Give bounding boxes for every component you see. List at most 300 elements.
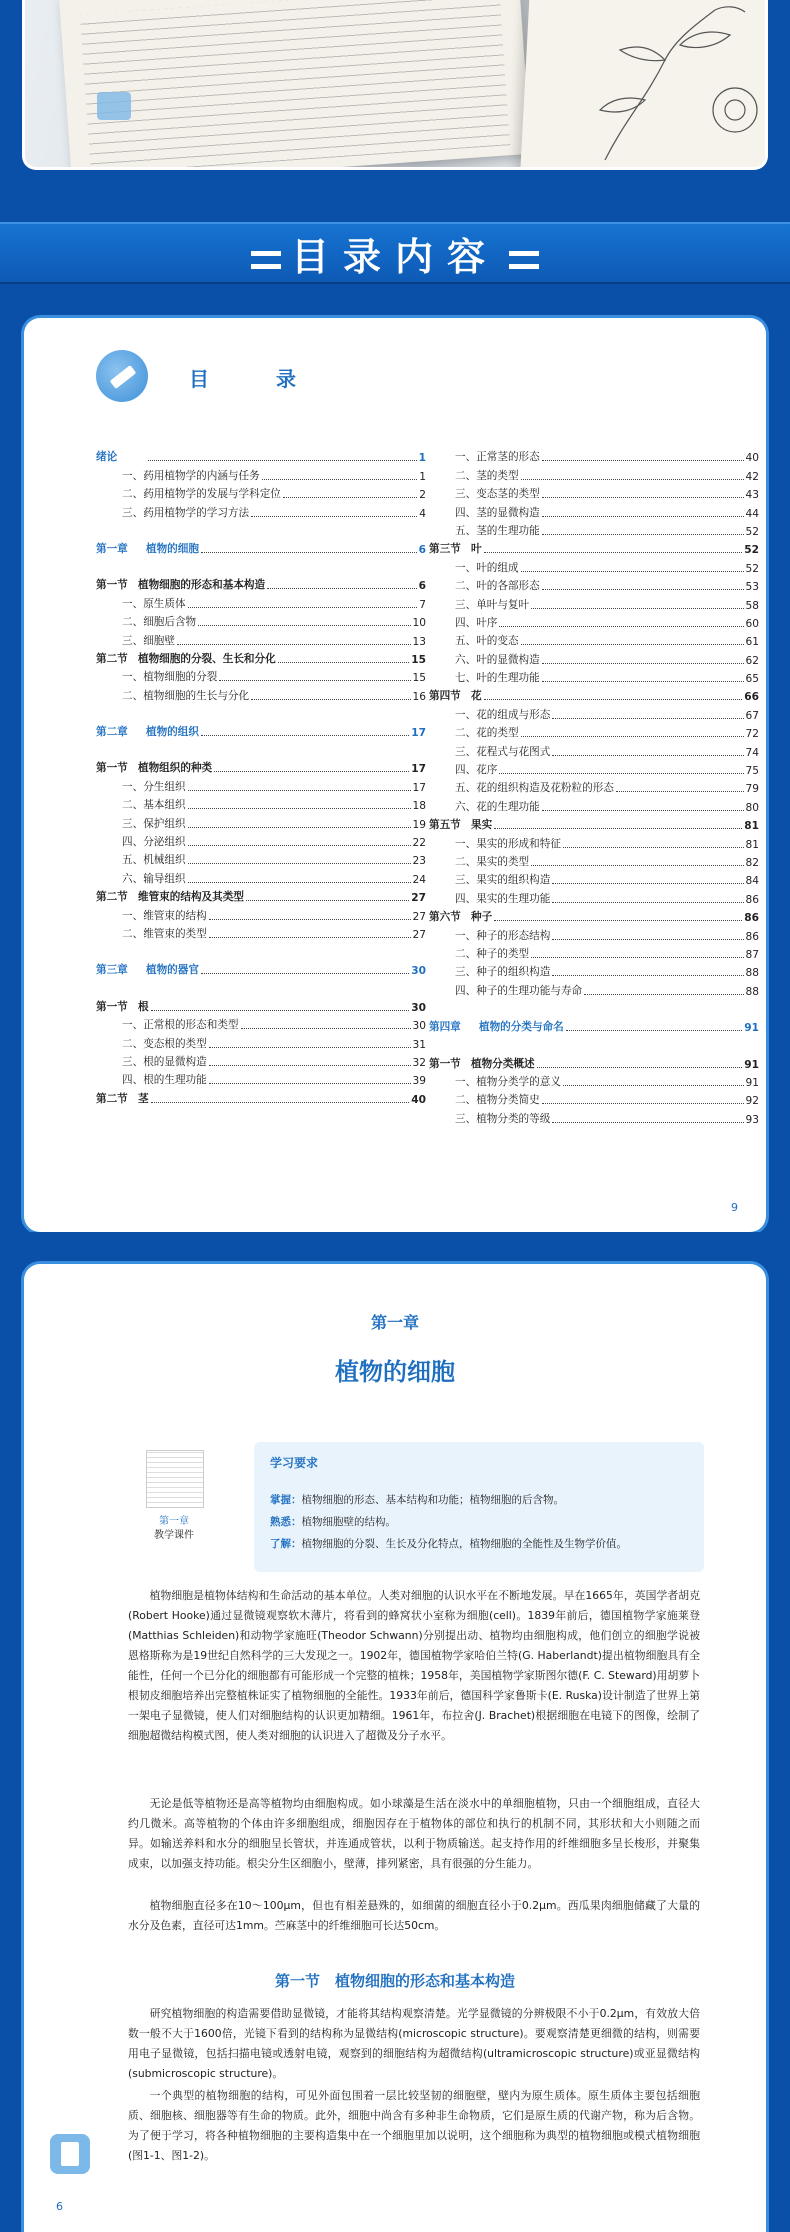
requirement-understand-text: 植物细胞的分裂、生长及分化特点，植物细胞的全能性及生物学价值。 [301, 1538, 627, 1550]
toc-entry-label [96, 999, 149, 1014]
toc-entry[interactable] [429, 943, 759, 961]
toc-entry-label [429, 964, 550, 979]
toc-leader-dots [201, 735, 409, 736]
toc-entry-page: 43 [745, 489, 759, 502]
toc-entry-number: 三、 [455, 966, 477, 979]
toc-entry-title: 植物的分类与命名 [479, 1021, 564, 1034]
toc-entry[interactable] [96, 666, 426, 684]
body-paragraph: 无论是低等植物还是高等植物均由细胞构成。如小球藻是生活在淡水中的单细胞植物，只由一个细胞组成，直径大约几微米。高等植物的个体由许多细胞组成，细胞因存在于植物体的部位和执行的机制不同，其形状和大小则随之而异。如输送养料和水分的细胞呈长管状，并连通成管状，以利于物质输送。起支持作用的纤维细胞多呈长梭形，并聚集成束，以加强支持功能。根尖分生区细胞小，壁薄，排列紧密，具有很强的分生能力。 [128, 1797, 700, 1870]
toc-entry-title: 花的组织构造及花粉粒的形态 [476, 782, 614, 795]
toc-entry[interactable] [96, 775, 426, 793]
toc-leader-dots [209, 1083, 411, 1084]
toc-entry-number: 第二节 [96, 652, 128, 665]
toc-entry[interactable] [429, 1052, 759, 1070]
decor-bars-right [509, 251, 539, 269]
toc-entry-number: 五、 [455, 782, 477, 795]
toc-entry[interactable] [429, 869, 759, 887]
toc-leader-dots [563, 847, 744, 848]
toc-entry-title: 茎的类型 [476, 469, 519, 482]
toc-entry[interactable] [429, 759, 759, 777]
toc-entry-number: 三、 [122, 817, 144, 830]
toc-entry-number: 第二节 [96, 1092, 128, 1105]
toc-entry[interactable] [429, 612, 759, 630]
toc-entry-label [429, 541, 482, 556]
toc-entry[interactable] [429, 1089, 759, 1107]
toc-entry-label [96, 962, 199, 977]
toc-entry-label [96, 669, 217, 684]
toc-entry-title: 种子的组织构造 [476, 966, 551, 979]
toc-entry-page: 27 [412, 910, 426, 923]
toc-leader-dots [542, 1103, 744, 1104]
toc-entry[interactable] [429, 538, 759, 556]
toc-entry[interactable] [96, 867, 426, 885]
requirement-familiar [270, 1514, 690, 1529]
toc-entry-title: 药用植物学的发展与学科定位 [143, 488, 281, 501]
toc-entry-title: 保护组织 [143, 817, 186, 830]
toc-entry[interactable] [429, 722, 759, 740]
toc-entry-number: 四、 [455, 506, 477, 519]
toc-entry[interactable] [429, 483, 759, 501]
toc-leader-dots [214, 771, 409, 772]
toc-entry[interactable] [96, 574, 426, 592]
toc-entry-title: 茎的显微构造 [476, 506, 540, 519]
toc-entry-title: 植物细胞的形态和基本构造 [138, 579, 266, 592]
toc-entry-page: 7 [419, 598, 426, 611]
book-tag [97, 92, 131, 120]
toc-entry-number: 一、 [455, 929, 477, 942]
toc-entry-label [429, 762, 497, 777]
toc-entry[interactable] [96, 812, 426, 830]
toc-entry[interactable] [429, 446, 759, 464]
toc-entry-title: 果实 [471, 819, 493, 832]
notes-icon[interactable] [50, 2134, 90, 2174]
toc-entry[interactable] [429, 1016, 759, 1034]
toc-entry-page: 30 [411, 1001, 426, 1014]
toc-entry[interactable] [429, 851, 759, 869]
toc-entry-label [96, 468, 260, 483]
toc-entry-number: 二、 [455, 1094, 477, 1107]
toc-entry-page: 67 [745, 709, 759, 722]
toc-entry-label [429, 891, 550, 906]
toc-entry-label [96, 779, 186, 794]
section-title-text: 目录内容 [290, 235, 499, 279]
toc-entry[interactable] [429, 1107, 759, 1125]
toc-leader-dots [499, 773, 743, 774]
toc-entry[interactable] [96, 959, 426, 977]
toc-entry-title: 维管束的结构及其类型 [138, 891, 244, 904]
body-paragraph: 植物细胞直径多在10～100μm，但也有相差悬殊的，如细菌的细胞直径小于0.2μm。西瓜果肉细胞储藏了大量的水分及色素，直径可达1mm。苎麻茎中的纤维细胞可长达50cm。 [128, 1899, 700, 1932]
chapter-page [24, 1264, 766, 2232]
toc-entry-page: 82 [745, 856, 759, 869]
toc-entry-page: 6 [418, 580, 426, 593]
toc-entry-label [429, 449, 540, 464]
toc-entry-label [96, 614, 196, 629]
toc-leader-dots [201, 552, 417, 553]
toc-entry[interactable] [96, 757, 426, 775]
toc-entry[interactable] [429, 961, 759, 979]
toc-entry-number: 四、 [455, 984, 477, 997]
toc-entry-page: 52 [745, 525, 759, 538]
blue-divider [0, 1232, 790, 1264]
toc-leader-dots [267, 588, 417, 589]
toc-entry[interactable] [429, 667, 759, 685]
toc-entry-number: 一、 [455, 1075, 477, 1088]
toc-entry-number: 第一节 [429, 1057, 461, 1070]
toc-entry-label [96, 1036, 207, 1051]
toc-entry-title: 叶的显微构造 [476, 653, 540, 666]
toc-entry[interactable] [96, 648, 426, 666]
toc-entry-label [429, 817, 492, 832]
section-title [0, 226, 790, 281]
toc-entry[interactable] [96, 794, 426, 812]
toc-entry[interactable] [96, 849, 426, 867]
toc-leader-dots [494, 920, 742, 921]
toc-entry-label [96, 577, 265, 592]
toc-entry-title: 植物细胞的生长与分化 [143, 689, 250, 702]
toc-entry-label [429, 928, 550, 943]
body-paragraph: 研究植物细胞的构造需要借助显微镜，才能将其结构观察清楚。光学显微镜的分辨极限不小于0.2μm，有效放大倍数一般不大于1600倍，光镜下看到的结构称为显微结构(microscopic structure)。要观察清楚更细微的结构，则需要用电子显微镜，包括扫描电镜或透射电镜，观察到的细胞结构为超微结构(ultramicroscopic structure)或亚显微结构(submicroscopic structure)。 [128, 2007, 700, 2080]
toc-entry-page: 27 [411, 892, 426, 905]
toc-entry-title: 果实的生理功能 [476, 892, 551, 905]
toc-leader-dots [209, 919, 411, 920]
toc-entry-label [429, 854, 529, 869]
toc-leader-dots [552, 939, 743, 940]
section-heading: 第一节 植物细胞的形态和基本构造 [274, 1972, 515, 1990]
toc-entry-page: 61 [745, 636, 759, 649]
toc-leader-dots [542, 460, 744, 461]
toc-entry[interactable] [429, 685, 759, 703]
toc-entry[interactable] [429, 979, 759, 997]
toc-entry-page: 60 [745, 617, 759, 630]
toc-entry[interactable] [429, 1071, 759, 1089]
toc-entry-page: 72 [745, 728, 759, 741]
toc-entry-number: 一、 [122, 780, 144, 793]
toc-entry[interactable] [429, 814, 759, 832]
toc-leader-dots [148, 460, 417, 461]
toc-entry-title: 植物分类概述 [471, 1057, 535, 1070]
toc-entry-number: 二、 [122, 927, 144, 940]
toc-entry-number: 绪论 [96, 451, 118, 464]
toc-entry-number: 三、 [455, 745, 477, 758]
toc-entry-page: 6 [418, 543, 426, 556]
toc-gap [96, 703, 426, 721]
toc-entry-number: 七、 [455, 672, 477, 685]
toc-entry-number: 第四章 [429, 1021, 461, 1034]
toc-entry[interactable] [96, 886, 426, 904]
toc-entry-number: 二、 [122, 1037, 144, 1050]
requirement-master-key: 掌握： [270, 1494, 302, 1506]
toc-leader-dots [521, 479, 744, 480]
toc-leader-dots [151, 1010, 410, 1011]
toc-entry-number: 第五节 [429, 819, 461, 832]
toc-entry-page: 15 [411, 653, 426, 666]
toc-entry-page: 88 [745, 967, 759, 980]
toc-entry[interactable] [96, 538, 426, 556]
toc-entry[interactable] [429, 556, 759, 574]
toc-entry[interactable] [96, 611, 426, 629]
toc-entry-page: 15 [412, 672, 426, 685]
toc-entry[interactable] [96, 629, 426, 647]
toc-entry-number: 一、 [122, 671, 144, 684]
toc-entry-number: 六、 [122, 872, 144, 885]
requirement-familiar-key: 熟悉： [270, 1516, 302, 1528]
toc-entry-number: 一、 [122, 909, 144, 922]
toc-entry-title: 花的生理功能 [476, 800, 540, 813]
toc-entry-page: 58 [745, 599, 759, 612]
toc-entry-label [429, 946, 529, 961]
toc-entry-title: 种子的生理功能与寿命 [476, 984, 583, 997]
toc-entry-label [96, 486, 281, 501]
toc-entry[interactable] [96, 501, 426, 519]
toc-leader-dots [484, 552, 743, 553]
toc-entry[interactable] [429, 740, 759, 758]
toc-entry-label [429, 468, 519, 483]
toc-entry-page: 31 [412, 1038, 426, 1051]
toc-entry-title: 叶的各部形态 [476, 580, 540, 593]
toc-leader-dots [188, 845, 411, 846]
toc-entry-label [429, 688, 482, 703]
toc-leader-dots [584, 994, 743, 995]
toc-entry-page: 39 [412, 1075, 426, 1088]
toc-entry-number: 二、 [455, 947, 477, 960]
toc-entry-label [429, 1019, 564, 1034]
toc-entry-title: 植物分类学的意义 [476, 1075, 561, 1088]
body-paragraph: 一个典型的植物细胞的结构，可见外面包围着一层比较坚韧的细胞壁，壁内为原生质体。原生质体主要包括细胞质、细胞核、细胞器等有生命的物质。此外，细胞中尚含有多种非生命物质，它们是原生质的代谢产物，称为后含物。为了便于学习，将各种植物细胞的主要构造集中在一个细胞里加以说明，这个细胞称为典型的植物细胞或模式植物细胞(图1-1、图1-2)。 [128, 2089, 700, 2162]
toc-entry-number: 第二章 [96, 726, 128, 739]
toc-entry[interactable] [429, 777, 759, 795]
toc-entry[interactable] [429, 887, 759, 905]
toc-entry-title: 基本组织 [143, 799, 186, 812]
toc-entry[interactable] [96, 464, 426, 482]
toc-heading: 目 录 [189, 367, 326, 391]
toc-entry-title: 叶的变态 [476, 635, 519, 648]
toc-entry-page: 53 [745, 581, 759, 594]
toc-entry-label [429, 523, 540, 538]
toc-entry[interactable] [96, 1087, 426, 1105]
toc-leader-dots [251, 699, 410, 700]
toc-entry-page: 30 [411, 965, 426, 978]
toc-entry-title: 种子 [471, 911, 493, 924]
toc-entry-label [429, 615, 497, 630]
toc-entry[interactable] [96, 831, 426, 849]
toc-entry-page: 75 [745, 765, 759, 778]
toc-entry-page: 86 [745, 930, 759, 943]
toc-leader-dots [198, 625, 410, 626]
toc-entry-title: 细胞后含物 [143, 616, 197, 629]
toc-entry-page: 24 [412, 873, 426, 886]
toc-entry[interactable] [429, 575, 759, 593]
toc-entry-page: 80 [745, 801, 759, 814]
toc-entry-label [429, 872, 550, 887]
toc-entry-label [96, 1054, 207, 1069]
toc-entry-label [429, 836, 561, 851]
toc-entry-page: 2 [419, 489, 426, 502]
toc-entry[interactable] [429, 593, 759, 611]
toc-entry-title: 原生质体 [143, 597, 186, 610]
toc-entry[interactable] [96, 684, 426, 702]
toc-entry[interactable] [429, 906, 759, 924]
toc-entry[interactable] [96, 1014, 426, 1032]
toc-entry-number: 二、 [122, 488, 144, 501]
toc-entry-page: 84 [745, 875, 759, 888]
toc-entry-title: 植物的器官 [146, 964, 199, 977]
toc-entry-label [429, 725, 519, 740]
toc-gap [429, 1034, 759, 1052]
toc-entry-number: 二、 [122, 689, 144, 702]
toc-entry-title: 花的类型 [476, 727, 519, 740]
toc-entry-title: 正常茎的形态 [476, 451, 540, 464]
toc-entry-label [96, 871, 186, 886]
toc-leader-dots [521, 644, 744, 645]
toc-entry-number: 第一节 [96, 579, 128, 592]
decor-bars-left [251, 251, 281, 269]
toc-entry-title: 花的组成与形态 [476, 708, 551, 721]
toc-gap [96, 556, 426, 574]
toc-entry-title: 植物分类的等级 [476, 1112, 551, 1125]
toc-entry-number: 一、 [455, 708, 477, 721]
toc-leader-dots [521, 736, 744, 737]
toc-leader-dots [542, 681, 744, 682]
toc-entry[interactable] [96, 995, 426, 1013]
toc-entry-page: 91 [744, 1058, 759, 1071]
toc-entry-title: 正常根的形态和类型 [143, 1019, 239, 1032]
toc-entry-number: 一、 [122, 469, 144, 482]
toc-leader-dots [188, 790, 411, 791]
toc-entry-title: 茎的生理功能 [476, 524, 540, 537]
toc-entry-title: 叶序 [476, 616, 498, 629]
toc-entry[interactable] [96, 1069, 426, 1087]
toc-entry[interactable] [96, 592, 426, 610]
toc-entry-page: 81 [744, 820, 759, 833]
toc-entry-page: 30 [412, 1020, 426, 1033]
toc-entry[interactable] [429, 924, 759, 942]
toc-entry-number: 二、 [455, 469, 477, 482]
toc-entry[interactable] [96, 1051, 426, 1069]
toc-entry[interactable] [429, 630, 759, 648]
toc-entry[interactable] [96, 483, 426, 501]
toc-gap [429, 998, 759, 1016]
toc-leader-dots [552, 883, 743, 884]
toc-entry-label [96, 926, 207, 941]
toc-entry[interactable] [429, 648, 759, 666]
toc-entry-page: 86 [745, 893, 759, 906]
toc-entry-label [96, 505, 249, 520]
toc-gap [96, 739, 426, 757]
toc-entry-label [429, 670, 540, 685]
toc-entry-page: 1 [419, 470, 426, 483]
toc-entry[interactable] [429, 703, 759, 721]
toc-entry-label [96, 1017, 239, 1032]
toc-entry-number: 第四节 [429, 690, 461, 703]
toc-entry[interactable] [429, 832, 759, 850]
toc-leader-dots [188, 827, 411, 828]
toc-entry-number: 四、 [455, 764, 477, 777]
toc-entry-title: 果实的组织构造 [476, 874, 551, 887]
toc-entry-number: 四、 [122, 836, 144, 849]
toc-entry-number: 第一节 [96, 1000, 128, 1013]
toc-entry-label [96, 724, 199, 739]
toc-entry-page: 40 [411, 1093, 426, 1106]
toc-entry-page: 40 [745, 452, 759, 465]
toc-leader-dots [563, 1085, 744, 1086]
toc-entry-title: 花程式与花图式 [476, 745, 551, 758]
toc-entry-number: 三、 [455, 874, 477, 887]
toc-entry[interactable] [96, 904, 426, 922]
toc-entry-number: 三、 [122, 506, 144, 519]
toc-entry[interactable] [96, 1032, 426, 1050]
requirement-familiar-text: 植物细胞壁的结构。 [301, 1516, 396, 1528]
qr-caption-courseware: 教学课件 [154, 1530, 194, 1541]
toc-leader-dots [484, 699, 743, 700]
toc-entry-page: 74 [745, 746, 759, 759]
toc-entry-page: 88 [745, 985, 759, 998]
toc-entry-title: 根的生理功能 [143, 1074, 207, 1087]
toc-entry-title: 机械组织 [143, 854, 186, 867]
toc-leader-dots [542, 516, 744, 517]
toc-entry-title: 变态根的类型 [143, 1037, 207, 1050]
toc-entry-number: 第三章 [96, 964, 128, 977]
toc-leader-dots [616, 791, 744, 792]
toc-entry-label [96, 889, 244, 904]
qr-code-icon[interactable] [146, 1450, 204, 1508]
toc-leader-dots [531, 865, 743, 866]
toc-entry[interactable] [429, 520, 759, 538]
requirement-understand-key: 了解： [270, 1538, 302, 1550]
toc-entry-number: 三、 [455, 488, 477, 501]
toc-card [24, 318, 766, 1232]
toc-entry-page: 87 [745, 948, 759, 961]
requirement-understand [270, 1536, 690, 1551]
toc-entry-page: 44 [745, 507, 759, 520]
toc-entry-title: 维管束的结构 [143, 909, 207, 922]
toc-column-right [429, 446, 759, 1126]
toc-leader-dots [278, 662, 410, 663]
toc-entry[interactable] [429, 464, 759, 482]
toc-entry-page: 27 [412, 928, 426, 941]
toc-entry-number: 二、 [122, 616, 144, 629]
toc-entry-label [96, 908, 207, 923]
toc-entry-title: 植物组织的种类 [138, 762, 213, 775]
toc-entry-label [429, 799, 540, 814]
requirement-master-text: 植物细胞的形态、基本结构和功能；植物细胞的后含物。 [301, 1494, 564, 1506]
toc-leader-dots [542, 497, 744, 498]
toc-entry[interactable] [96, 446, 426, 464]
toc-entry-page: 19 [412, 818, 426, 831]
toc-entry[interactable] [429, 501, 759, 519]
toc-leader-dots [542, 534, 744, 535]
toc-entry-label [96, 797, 186, 812]
toc-entry-label [96, 633, 175, 648]
toc-entry-label [429, 505, 540, 520]
toc-entry-title: 分泌组织 [143, 836, 186, 849]
toc-leader-dots [552, 755, 743, 756]
toc-gap [96, 941, 426, 959]
toc-gap [96, 520, 426, 538]
toc-leader-dots [499, 626, 743, 627]
toc-entry-number: 三、 [455, 1112, 477, 1125]
toc-entry-page: 93 [745, 1113, 759, 1126]
toc-entry-label [429, 578, 540, 593]
toc-entry-title: 单叶与复叶 [476, 598, 530, 611]
toc-entry-label [429, 560, 519, 575]
toc-entry[interactable] [429, 795, 759, 813]
toc-entry-number: 四、 [455, 616, 477, 629]
toc-entry[interactable] [96, 721, 426, 739]
pencil-icon [96, 350, 148, 402]
toc-leader-dots [494, 828, 742, 829]
toc-entry-number: 一、 [455, 837, 477, 850]
toc-entry[interactable] [96, 923, 426, 941]
